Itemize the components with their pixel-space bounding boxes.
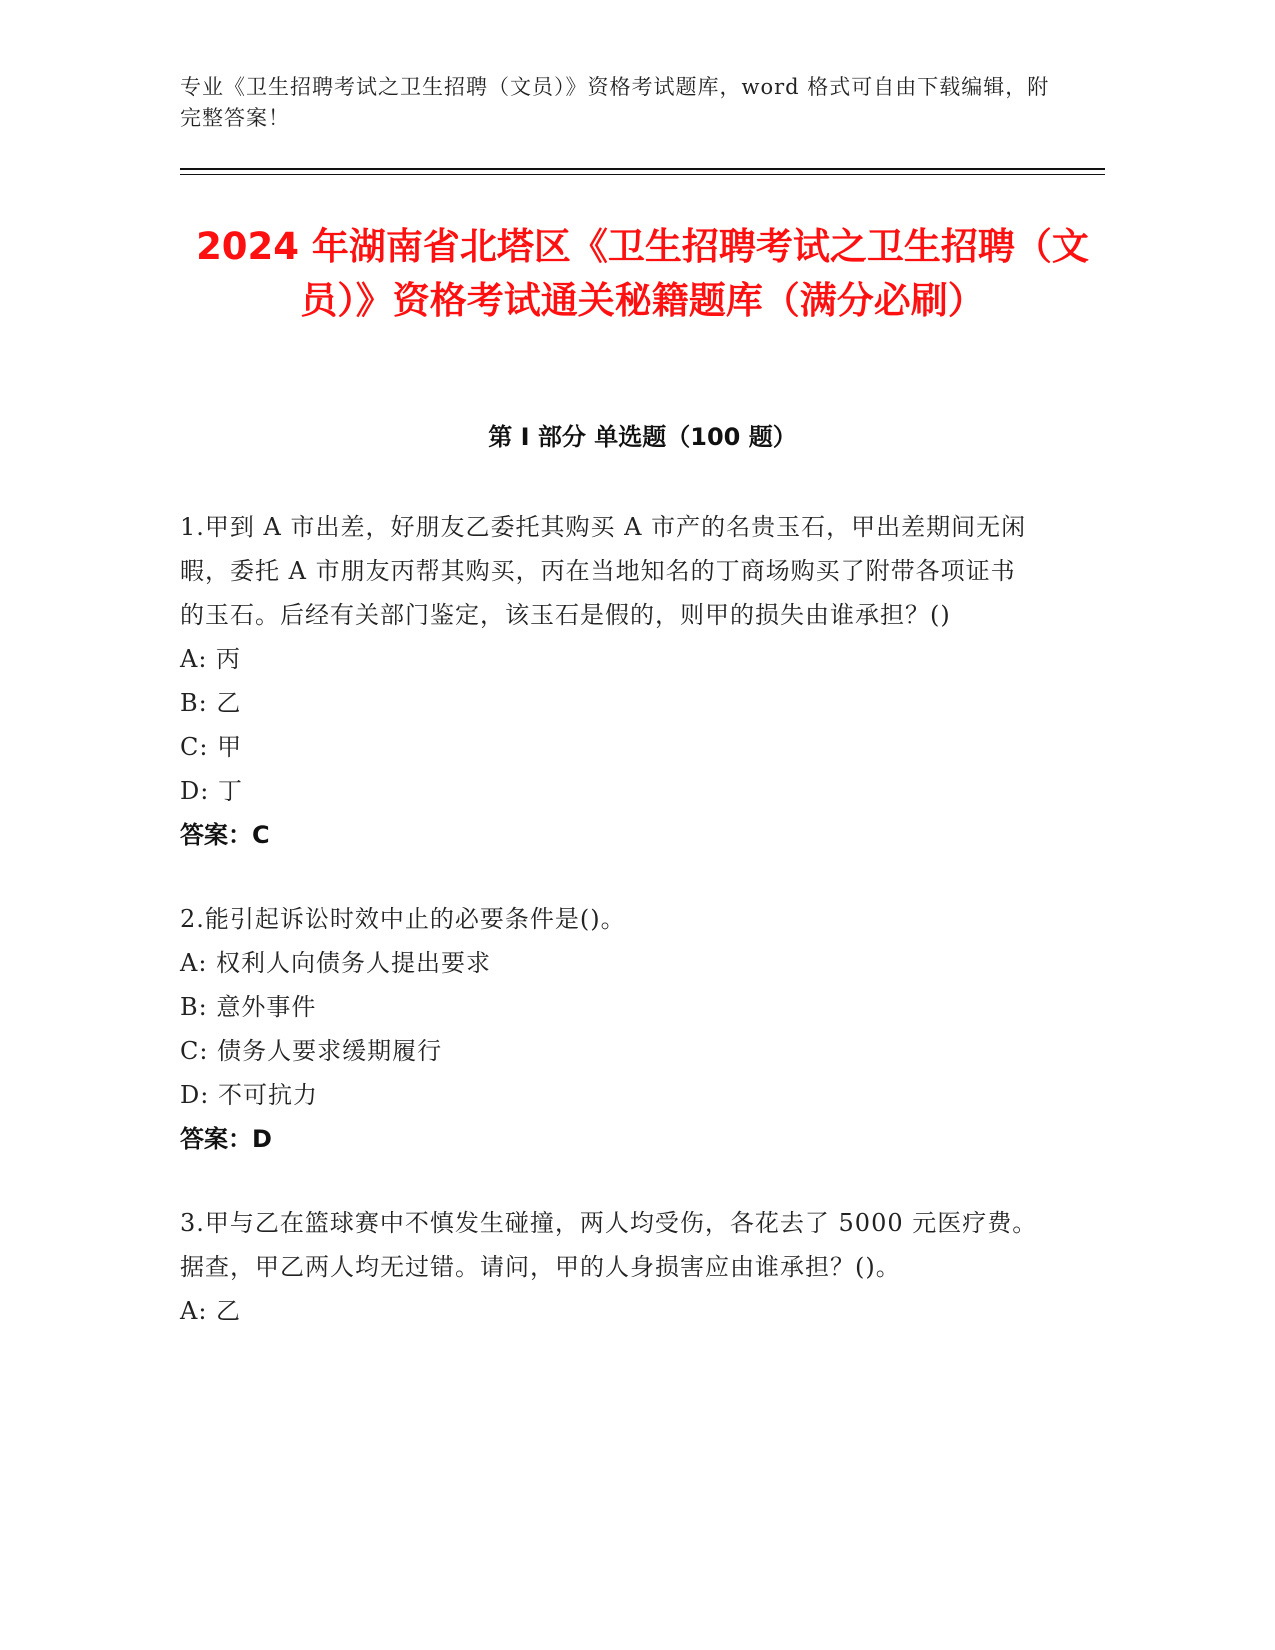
question-1 (180, 505, 1040, 857)
option-d: D: 不可抗力 (180, 1081, 318, 1109)
question-3 (180, 1201, 1040, 1333)
option-c: C: 债务人要求缓期履行 (180, 1037, 443, 1065)
option-a: A: 权利人向债务人提出要求 (180, 949, 492, 977)
document-title: 2024 年湖南省北塔区《卫生招聘考试之卫生招聘（文员）》资格考试通关秘籍题库（满分必刷） (196, 225, 1089, 322)
section-title: 第 I 部分 单选题（100 题） (488, 423, 797, 451)
option-b: B: 意外事件 (180, 993, 317, 1021)
option-a: A: 乙 (180, 1297, 242, 1325)
question-stem: 2.能引起诉讼时效中止的必要条件是()。 (180, 905, 626, 933)
option-c: C: 甲 (180, 733, 243, 761)
question-stem: 3.甲与乙在篮球赛中不慎发生碰撞，两人均受伤，各花去了 5000 元医疗费。据查，甲乙两人均无过错。请问，甲的人身损害应由谁承担？()。 (180, 1209, 1038, 1281)
question-list (180, 505, 1040, 1373)
option-a: A: 丙 (180, 645, 242, 673)
header-rule-thin (180, 174, 1105, 175)
option-d: D: 丁 (180, 777, 243, 805)
question-stem: 1.甲到 A 市出差，好朋友乙委托其购买 A 市产的名贵玉石，甲出差期间无闲暇，委托 A 市朋友丙帮其购买，丙在当地知名的丁商场购买了附带各项证书的玉石。后经有关部门鉴定，该玉石是假的，则甲的损失由谁承担？() (180, 513, 1027, 629)
question-2 (180, 897, 1040, 1161)
header-rule-thick (180, 168, 1105, 170)
option-b: B: 乙 (180, 689, 242, 717)
answer: 答案：C (180, 821, 270, 849)
answer: 答案：D (180, 1125, 272, 1153)
header-note: 专业《卫生招聘考试之卫生招聘（文员）》资格考试题库，word 格式可自由下载编辑，附完整答案！ (180, 75, 1050, 130)
